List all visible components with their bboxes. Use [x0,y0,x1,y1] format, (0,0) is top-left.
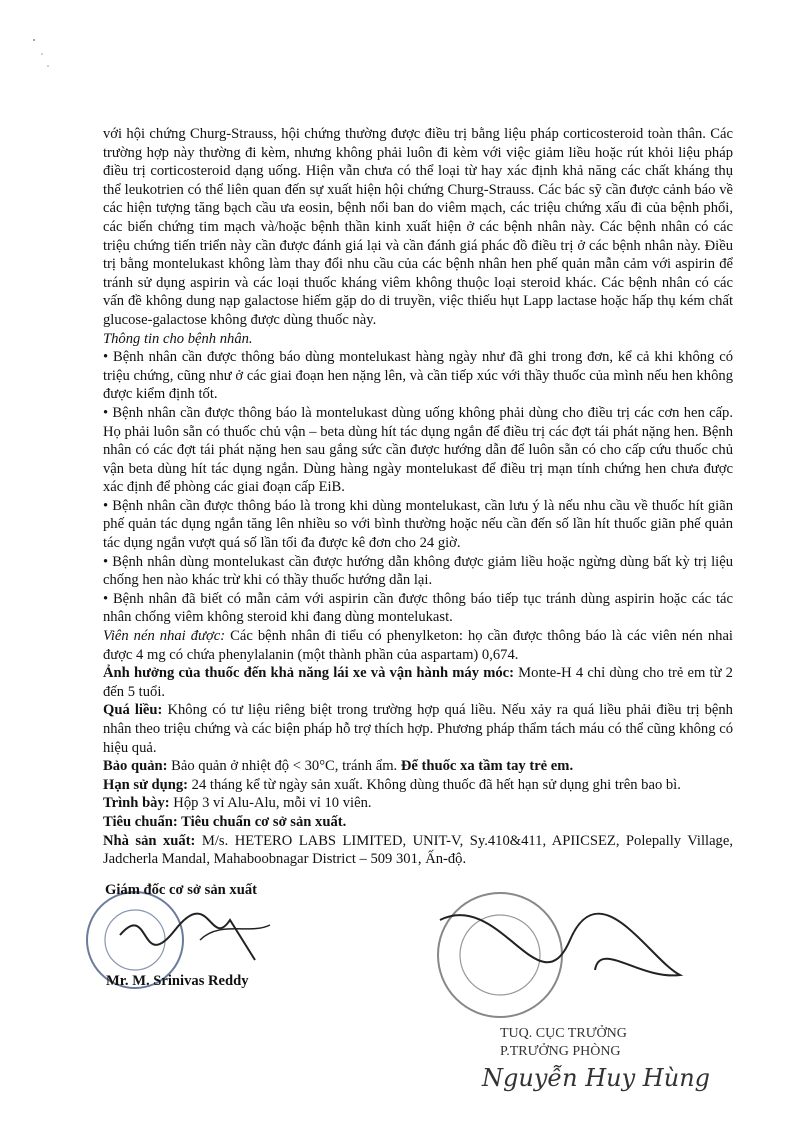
storage-section [103,757,733,776]
storage-label: Bảo quản: [103,758,168,775]
patient-bullet-4: • Bệnh nhân dùng montelukast cần được hướng dẫn không được giảm liều hoặc ngừng dùng bất kỳ trị liệu chống hen nào khác trừ khi có thầy thuốc hướng dẫn lại. [103,553,733,589]
shelf-life-label: Hạn sử dụng: [103,776,189,793]
patient-info-heading: Thông tin cho bệnh nhân. [103,330,253,347]
shelf-life-section [103,776,733,795]
approval-line-1: TUQ. CỤC TRƯỞNG [500,1026,627,1041]
standard-label: Tiêu chuẩn: [103,813,178,830]
presentation-section [103,794,733,813]
overdose-text: Không có tư liệu riêng biệt trong trường hợp quá liều. Nếu xảy ra quá liều phải điều trị bệnh nhân theo triệu chứng và các biện pháp hỗ trợ thích hợp. Phương pháp thẩm tách máu có thể cũng không có hiệu quả. [103,702,733,756]
patient-bullet-3: • Bệnh nhân cần được thông báo là trong khi dùng montelukast, cần lưu ý là nếu nhu cầu về thuốc hít giãn phế quản tác dụng ngắn tăng lên nhiều so với bình thường hoặc nếu cần đến số lần hít thuốc giãn phế quản tác dụng ngắn vượt quá số lần tối đa được kê đơn cho 24 giờ. [103,497,733,552]
driving-section [103,664,733,701]
overdose-section [103,701,733,757]
overdose-label: Quá liều: [103,702,163,719]
manufacturer-label: Nhà sản xuất: [103,832,196,849]
manufacturer-text: M/s. HETERO LABS LIMITED, UNIT-V, Sy.410&411, APIICSEZ, Polepally Village, Jadcherla Mandal, Mahaboobnagar District – 509 301, Ấn-độ. [103,832,733,868]
standard-text: Tiêu chuẩn cơ sở sản xuất. [181,813,347,830]
manufacturer-director-name: Mr. M. Srinivas Reddy [106,973,249,989]
driving-text: Monte-H 4 chỉ dùng cho trẻ em từ 2 đến 5 tuổi. [103,665,733,700]
chewable-text: Các bệnh nhân đi tiểu có phenylketon: họ cần được thông báo là các viên nén nhai được 4 mg có chứa phenylalanin (một thành phần của aspartam) 0,674. [103,628,733,663]
scan-speckles [28,36,68,76]
approver-signature-name: Nguyễn Huy Hùng [482,1064,711,1092]
manufacturer-section [103,832,733,869]
shelf-life-text: 24 tháng kể từ ngày sản xuất. Không dùng thuốc đã hết hạn sử dụng ghi trên bao bì. [191,776,681,793]
standard-section [103,813,733,832]
ministry-seal [420,880,750,1030]
patient-bullet-1: • Bệnh nhân cần được thông báo dùng montelukast hàng ngày như đã ghi trong đơn, kể cả khi không có triệu chứng, cũng như ở các giai đoạn hen nặng lên, và cần tiếp xúc với thầy thuốc của mình nếu hen không được kiểm định tốt. [103,349,733,403]
chewable-label: Viên nén nhai được: [103,628,226,645]
driving-label: Ảnh hưởng của thuốc đến khả năng lái xe và vận hành máy móc: [103,665,514,682]
approval-block [500,1025,700,1061]
approval-line-2: P.TRƯỞNG PHÒNG [500,1044,621,1059]
presentation-label: Trình bày: [103,795,170,812]
document-body [103,125,733,869]
presentation-text: Hộp 3 vỉ Alu-Alu, mỗi vỉ 10 viên. [173,795,372,812]
patient-bullet-5: • Bệnh nhân đã biết có mẫn cảm với aspirin cần được thông báo tiếp tục tránh dùng aspirin hoặc các tác nhân chống viêm không steroid khi đang dùng montelukast. [103,590,733,626]
patient-bullet-2: • Bệnh nhân cần được thông báo là montelukast dùng uống không phải dùng cho điều trị các cơn hen cấp. Họ phải luôn sẵn có thuốc chủ vận – beta dùng hít tác dụng ngắn để điều trị các đợt tái phát nặng hen. Bệnh nhân có các đợt tái phát nặng hen sau gắng sức cần được hướng dẫn để luôn sẵn có cho cấp cứu thuốc chủ vận beta dùng hít tác dụng ngắn. Dùng hàng ngày montelukast để điều trị mạn tính chứng hen chưa được xác định để phòng các giai đoạn cấp EiB. [103,404,733,496]
manufacturer-director-title: Giám đốc cơ sở sản xuất [105,882,257,898]
storage-warning: Để thuốc xa tầm tay trẻ em. [400,758,574,775]
chewable-section [103,627,733,664]
storage-text: Bảo quản ở nhiệt độ < 30°C, tránh ẩm. [171,758,398,775]
intro-paragraph: với hội chứng Churg-Strauss, hội chứng thường được điều trị bằng liệu pháp corticosteroid toàn thân. Các trường hợp này thường đi kèm, nhưng không phải luôn đi kèm với việc giảm liều hoặc rút khỏi liệu pháp điều trị corticosteroid dạng uống. Hiện vẫn chưa có thể loại từ hay xác định khả năng các chất kháng thụ thể leukotrien có thể liên quan đến sự xuất hiện hội chứng Churg-Strauss. Các bác sỹ cần được cảnh báo về các hiện tượng tăng bạch cầu ưa eosin, bệnh nổi ban do viêm mạch, các triệu chứng xấu đi của bệnh phổi, các biến chứng tim mạch và/hoặc bệnh thần kinh xuất hiện ở các bệnh nhân này. Các bệnh nhân có các triệu chứng tiến triển này cần được đánh giá lại và cần đánh giá phác đồ điều trị ở các bệnh nhân này. Điều trị bằng montelukast không làm thay đổi nhu cầu của các bệnh nhân hen phế quản mẫn cảm với aspirin để tránh sử dụng aspirin và các loại thuốc kháng viêm không thuộc loại steroid khác. Các bệnh nhân có các vấn đề không dung nạp galactose hiếm gặp do di truyền, việc thiếu hụt Lapp lactase hoặc hấp thụ kém chất glucose-galactose không được dùng thuốc này. [103,126,733,328]
